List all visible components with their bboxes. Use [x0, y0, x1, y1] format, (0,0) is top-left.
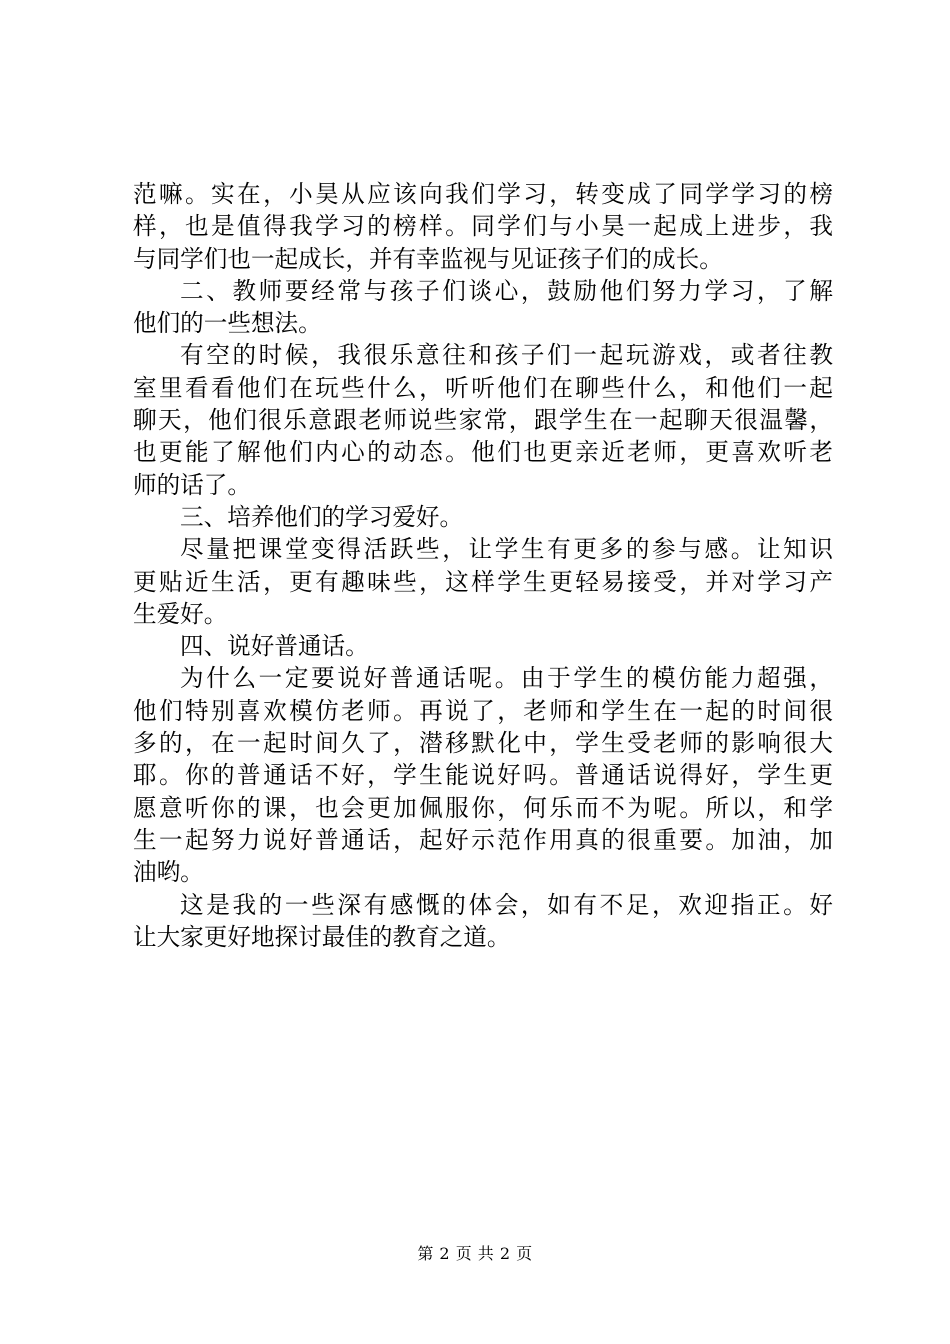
text-line: 样，也是值得我学习的榜样。同学们与小昊一起成上进步，我	[133, 212, 833, 241]
text-line: 让大家更好地探讨最佳的教育之道。	[133, 922, 511, 951]
text-line: 耶。你的普通话不好，学生能说好吗。普通话说得好，学生更	[133, 761, 833, 790]
text-line: 也更能了解他们内心的动态。他们也更亲近老师，更喜欢听老	[133, 438, 833, 467]
text-line: 油哟。	[133, 858, 204, 887]
text-line: 尽量把课堂变得活跃些，让学生有更多的参与感。让知识	[180, 535, 833, 564]
text-line: 二、教师要经常与孩子们谈心，鼓励他们努力学习，了解	[180, 276, 833, 305]
text-line: 与同学们也一起成长，并有幸监视与见证孩子们的成长。	[133, 244, 723, 273]
text-line: 范嘛。实在，小昊从应该向我们学习，转变成了同学学习的榜	[133, 180, 833, 208]
text-line: 多的，在一起时间久了，潜移默化中，学生受老师的影响很大	[133, 729, 833, 758]
text-line: 这是我的一些深有感慨的体会，如有不足，欢迎指正。好	[180, 890, 833, 919]
text-line: 室里看看他们在玩些什么，听听他们在聊些什么，和他们一起	[133, 373, 833, 402]
text-line: 师的话了。	[133, 470, 251, 499]
text-line: 四、说好普通话。	[180, 632, 369, 661]
page-footer: 第 2 页 共 2 页	[417, 1244, 533, 1263]
text-line: 有空的时候，我很乐意往和孩子们一起玩游戏，或者往教	[180, 341, 833, 370]
text-line: 生爱好。	[133, 599, 228, 628]
text-line: 为什么一定要说好普通话呢。由于学生的模仿能力超强，	[180, 664, 833, 693]
text-line: 愿意听你的课，也会更加佩服你，何乐而不为呢。所以，和学	[133, 793, 833, 822]
text-line: 三、培养他们的学习爱好。	[180, 502, 464, 531]
text-line: 他们的一些想法。	[133, 309, 322, 338]
text-line: 更贴近生活，更有趣味些，这样学生更轻易接受，并对学习产	[133, 567, 833, 596]
document-body	[133, 178, 833, 953]
text-line: 聊天，他们很乐意跟老师说些家常，跟学生在一起聊天很温馨，	[133, 406, 833, 435]
text-line: 他们特别喜欢模仿老师。再说了，老师和学生在一起的时间很	[133, 696, 833, 725]
text-line: 生一起努力说好普通话，起好示范作用真的很重要。加油，加	[133, 825, 833, 854]
